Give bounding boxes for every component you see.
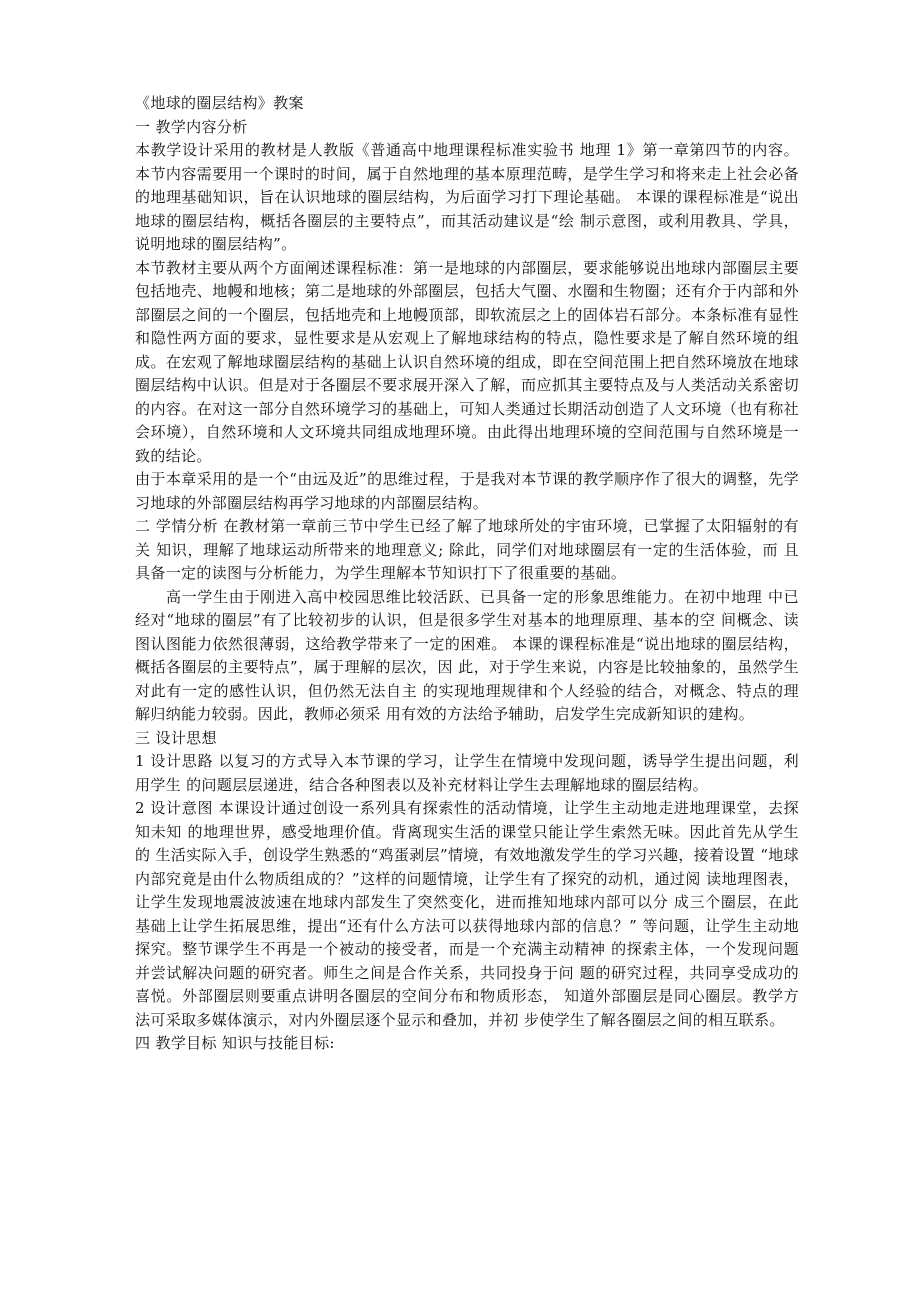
section-heading-content-analysis: 一 教学内容分析	[135, 117, 248, 136]
document-title: 《地球的圈层结构》教案	[135, 94, 304, 112]
paragraph-design-intent: 2 设计意图 本课设计通过创设一系列具有探索性的活动情境，让学生主动地走进地理课堂，去探知未知 的地理世界，感受地理价值。背离现实生活的课堂只能让学生索然无味。因此首先从学生的 生活实际入手，创设学生熟悉的“鸡蛋剥层”情境，有效地激发学生的学习兴趣，接着设置 “地球内部究竟是由什么物质组成的？”这样的问题情境，让学生有了探究的动机，通过阅 读地理图表，让学生发现地震波波速在地球内部发生了突然变化，进而推知地球内部可以分 成三个圈层，在此基础上让学生拓展思维，提出“还有什么方法可以获得地球内部的信息？” 等问题，让学生主动地探究。整节课学生不再是一个被动的接受者，而是一个充满主动精神 的探索主体，一个发现问题并尝试解决问题的研究者。师生之间是合作关系，共同投身于问 题的研究过程，共同享受成功的喜悦。外部圈层则要重点讲明各圈层的空间分布和物质形态， 知道外部圈层是同心圈层。教学方法可采取多媒体演示，对内外圈层逐个显示和叠加，并初 步使学生了解各圈层之间的相互联系。	[135, 799, 799, 1029]
paragraph-student-analysis: 二 学情分析 在教材第一章前三节中学生已经了解了地球所处的宇宙环境，已掌握了太阳辐射的有关 知识，理解了地球运动所带来的地理意义; 除此，同学们对地球圈层有一定的生活体验，而 且具备一定的读图与分析能力，为学生理解本节知识打下了很重要的基础。	[135, 517, 799, 582]
section-heading-design-thinking: 三 设计思想	[135, 728, 217, 747]
paragraph-design-approach: 1 设计思路 以复习的方式导入本节课的学习，让学生在情境中发现问题，诱导学生提出问题，利用学生 的问题层层递进，结合各种图表以及补充材料让学生去理解地球的圈层结构。	[135, 752, 799, 794]
paragraph-curriculum-standard: 本节教材主要从两个方面阐述课程标准：第一是地球的内部圈层，要求能够说出地球内部圈层主要包括地壳、地幔和地核；第二是地球的外部圈层，包括大气圈、水圈和生物圈；还有介于内部和外部圈层之间的一个圈层，包括地壳和上地幔顶部，即软流层之上的固体岩石部分。本条标准有显性和隐性两方面的要求，显性要求是从宏观上了解地球结构的特点，隐性要求是了解自然环境的组成。在宏观了解地球圈层结构的基础上认识自然环境的组成，即在空间范围上把自然环境放在地球圈层结构中认识。但是对于各圈层不要求展开深入了解，而应抓其主要特点及与人类活动关系密切的内容。在对这一部分自然环境学习的基础上，可知人类通过长期活动创造了人文环境（也有称社会环境），自然环境和人文环境共同组成地理环境。由此得出地理环境的空间范围与自然环境是一致的结论。	[135, 258, 799, 465]
document-page	[135, 92, 799, 1056]
section-heading-teaching-goals: 四 教学目标 知识与技能目标:	[135, 1034, 335, 1052]
paragraph-teaching-order: 由于本章采用的是一个“由远及近”的思维过程，于是我对本节课的教学顺序作了很大的调整，先学习地球的外部圈层结构再学习地球的内部圈层结构。	[135, 470, 799, 512]
paragraph-textbook-intro: 本教学设计采用的教材是人教版《普通高中地理课程标准实验书 地理 1》第一章第四节的内容。本节内容需要用一个课时的时间，属于自然地理的基本原理范畴，是学生学习和将来走上社会必备的地理基础知识，旨在认识地球的圈层结构，为后面学习打下理论基础。 本课的课程标准是“说出地球的圈层结构，概括各圈层的主要特点”，而其活动建议是“绘 制示意图，或利用教具、学具，说明地球的圈层结构”。	[135, 141, 799, 253]
paragraph-student-characteristics: 高一学生由于刚进入高中校园思维比较活跃、已具备一定的形象思维能力。在初中地理 中已经对“地球的圈层”有了比较初步的认识，但是很多学生对基本的地理原理、基本的空 间概念、读图认图能力依然很薄弱，这给教学带来了一定的困难。 本课的课程标准是“说出地球的圈层结构，概括各圈层的主要特点”，属于理解的层次，因 此，对于学生来说，内容是比较抽象的，虽然学生对此有一定的感性认识，但仍然无法自主 的实现地理规律和个人经验的结合，对概念、特点的理解归纳能力较弱。因此，教师必须采 用有效的方法给予辅助，启发学生完成新知识的建构。	[135, 587, 799, 723]
